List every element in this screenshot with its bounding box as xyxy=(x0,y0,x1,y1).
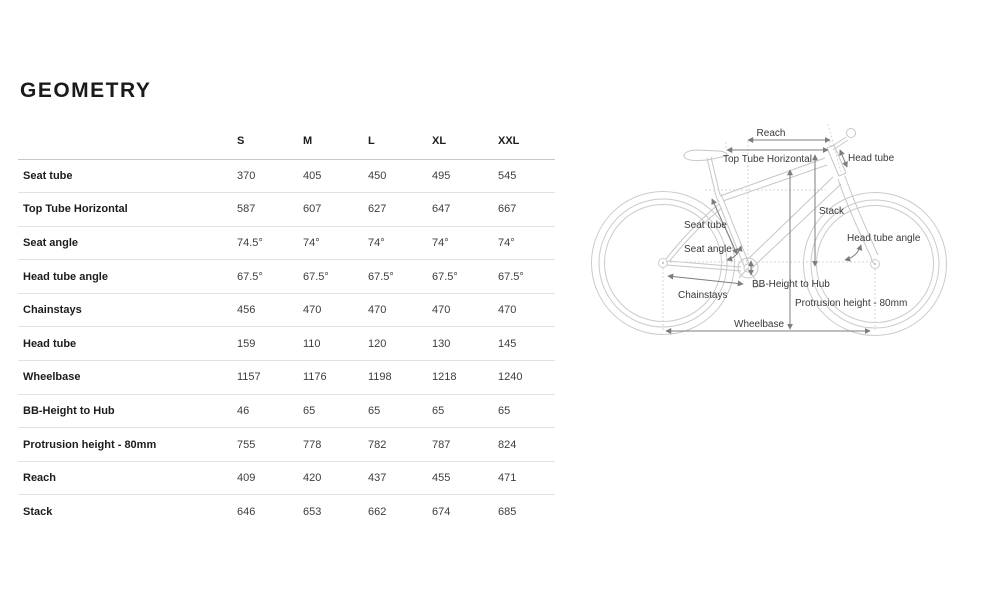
head-tube-angle-arc xyxy=(845,245,861,260)
metric-label: BB-Height to Hub xyxy=(18,394,237,428)
table-row xyxy=(18,461,555,495)
metric-value: 456 xyxy=(237,293,303,327)
metric-value: 67.5° xyxy=(237,260,303,294)
metric-value: 787 xyxy=(432,428,498,462)
metric-value: 1176 xyxy=(303,361,368,395)
metric-label: Seat tube xyxy=(23,169,73,182)
handlebar-grip xyxy=(847,129,856,138)
metric-value: 130 xyxy=(432,327,498,361)
head-tube-label: Head tube xyxy=(848,153,895,164)
head-tube-shape xyxy=(827,145,846,176)
seat-tube-label: Seat tube xyxy=(684,220,727,231)
metric-value: 74° xyxy=(498,226,555,260)
protrusion-height-label: Protrusion height - 80mm xyxy=(795,298,908,309)
metric-value: 1198 xyxy=(368,361,432,395)
metric-value: 46 xyxy=(237,394,303,428)
table-row xyxy=(18,428,555,462)
metric-value: 159 xyxy=(237,327,303,361)
metric-value: 74° xyxy=(368,226,432,260)
metric-value: 470 xyxy=(432,293,498,327)
chainstays-label: Chainstays xyxy=(678,290,728,301)
table-row xyxy=(18,159,555,193)
metric-value: 782 xyxy=(368,428,432,462)
reach-label: Reach xyxy=(756,128,786,139)
metric-value: 587 xyxy=(237,193,303,227)
table-row xyxy=(18,193,555,227)
metric-value: 755 xyxy=(237,428,303,462)
bike-geometry-diagram xyxy=(580,105,1000,350)
metric-label: Chainstays xyxy=(18,293,237,327)
metric-value: 110 xyxy=(303,327,368,361)
metric-value: 409 xyxy=(237,461,303,495)
metric-value: 495 xyxy=(432,169,451,182)
size-header-s: S xyxy=(237,129,303,159)
metric-value: 67.5° xyxy=(368,260,432,294)
metric-value: 450 xyxy=(368,169,387,182)
metric-label: Top Tube Horizontal xyxy=(18,193,237,227)
metric-value: 647 xyxy=(432,193,498,227)
metric-label: Reach xyxy=(18,461,237,495)
metric-value: 67.5° xyxy=(303,260,368,294)
metric-value: 824 xyxy=(498,428,555,462)
bike-wheels xyxy=(592,192,947,336)
metric-value: 674 xyxy=(432,495,498,529)
size-header-m: M xyxy=(303,129,368,159)
seat-angle-label: Seat angle xyxy=(684,244,732,255)
metric-value: 607 xyxy=(303,193,368,227)
metric-value: 667 xyxy=(498,193,555,227)
metric-value: 470 xyxy=(303,293,368,327)
metric-label: Seat angle xyxy=(18,226,237,260)
metric-value: 405 xyxy=(303,169,322,182)
metric-value: 420 xyxy=(303,461,368,495)
metric-label: Wheelbase xyxy=(18,361,237,395)
table-row xyxy=(18,226,555,260)
size-header-xxl: XXL xyxy=(498,129,555,159)
head-tube-dimension-arrow xyxy=(840,150,847,167)
metric-value: 65 xyxy=(498,394,555,428)
metric-value: 1240 xyxy=(498,361,555,395)
size-header-l: L xyxy=(368,129,432,159)
metric-value: 65 xyxy=(303,394,368,428)
top-tube-horizontal-label: Top Tube Horizontal xyxy=(723,154,812,165)
size-header-xl: XL xyxy=(432,129,498,159)
table-row xyxy=(18,293,555,327)
table-row xyxy=(18,327,555,361)
metric-value: 145 xyxy=(498,327,555,361)
metric-label: Head tube xyxy=(18,327,237,361)
table-row xyxy=(18,394,555,428)
metric-value: 470 xyxy=(368,293,432,327)
bike-frame xyxy=(666,129,878,289)
metric-value: 65 xyxy=(368,394,432,428)
table-row xyxy=(18,361,555,395)
geometry-table xyxy=(18,129,555,529)
metric-label: Stack xyxy=(18,495,237,529)
page-title: GEOMETRY xyxy=(20,79,152,102)
geometry-table-container xyxy=(18,129,555,529)
metric-value: 646 xyxy=(237,495,303,529)
metric-value: 74° xyxy=(432,226,498,260)
metric-value: 1218 xyxy=(432,361,498,395)
bb-height-to-hub-label: BB-Height to Hub xyxy=(752,279,830,290)
metric-value: 545 xyxy=(498,169,517,182)
metric-column-header xyxy=(18,129,237,159)
metric-value: 455 xyxy=(432,461,498,495)
metric-value: 67.5° xyxy=(498,260,555,294)
metric-value: 778 xyxy=(303,428,368,462)
stack-label: Stack xyxy=(819,206,845,217)
wheelbase-label: Wheelbase xyxy=(734,319,785,330)
saddle xyxy=(684,150,727,161)
metric-label: Protrusion height - 80mm xyxy=(18,428,237,462)
metric-value: 470 xyxy=(498,293,555,327)
table-row xyxy=(18,260,555,294)
metric-label: Head tube angle xyxy=(18,260,237,294)
metric-value: 65 xyxy=(432,394,498,428)
metric-value: 627 xyxy=(368,193,432,227)
metric-value: 471 xyxy=(498,461,555,495)
chainstays-dimension-arrow xyxy=(668,276,743,284)
metric-value: 120 xyxy=(368,327,432,361)
metric-value: 437 xyxy=(368,461,432,495)
metric-value: 74.5° xyxy=(237,226,303,260)
metric-value: 653 xyxy=(303,495,368,529)
metric-value: 370 xyxy=(237,169,256,182)
metric-value: 67.5° xyxy=(432,260,498,294)
metric-value: 662 xyxy=(368,495,432,529)
metric-value: 1157 xyxy=(237,361,303,395)
size-header-row xyxy=(18,129,555,159)
head-tube-angle-label: Head tube angle xyxy=(847,233,921,244)
metric-value: 74° xyxy=(303,226,368,260)
table-row xyxy=(18,495,555,529)
metric-value: 685 xyxy=(498,495,555,529)
